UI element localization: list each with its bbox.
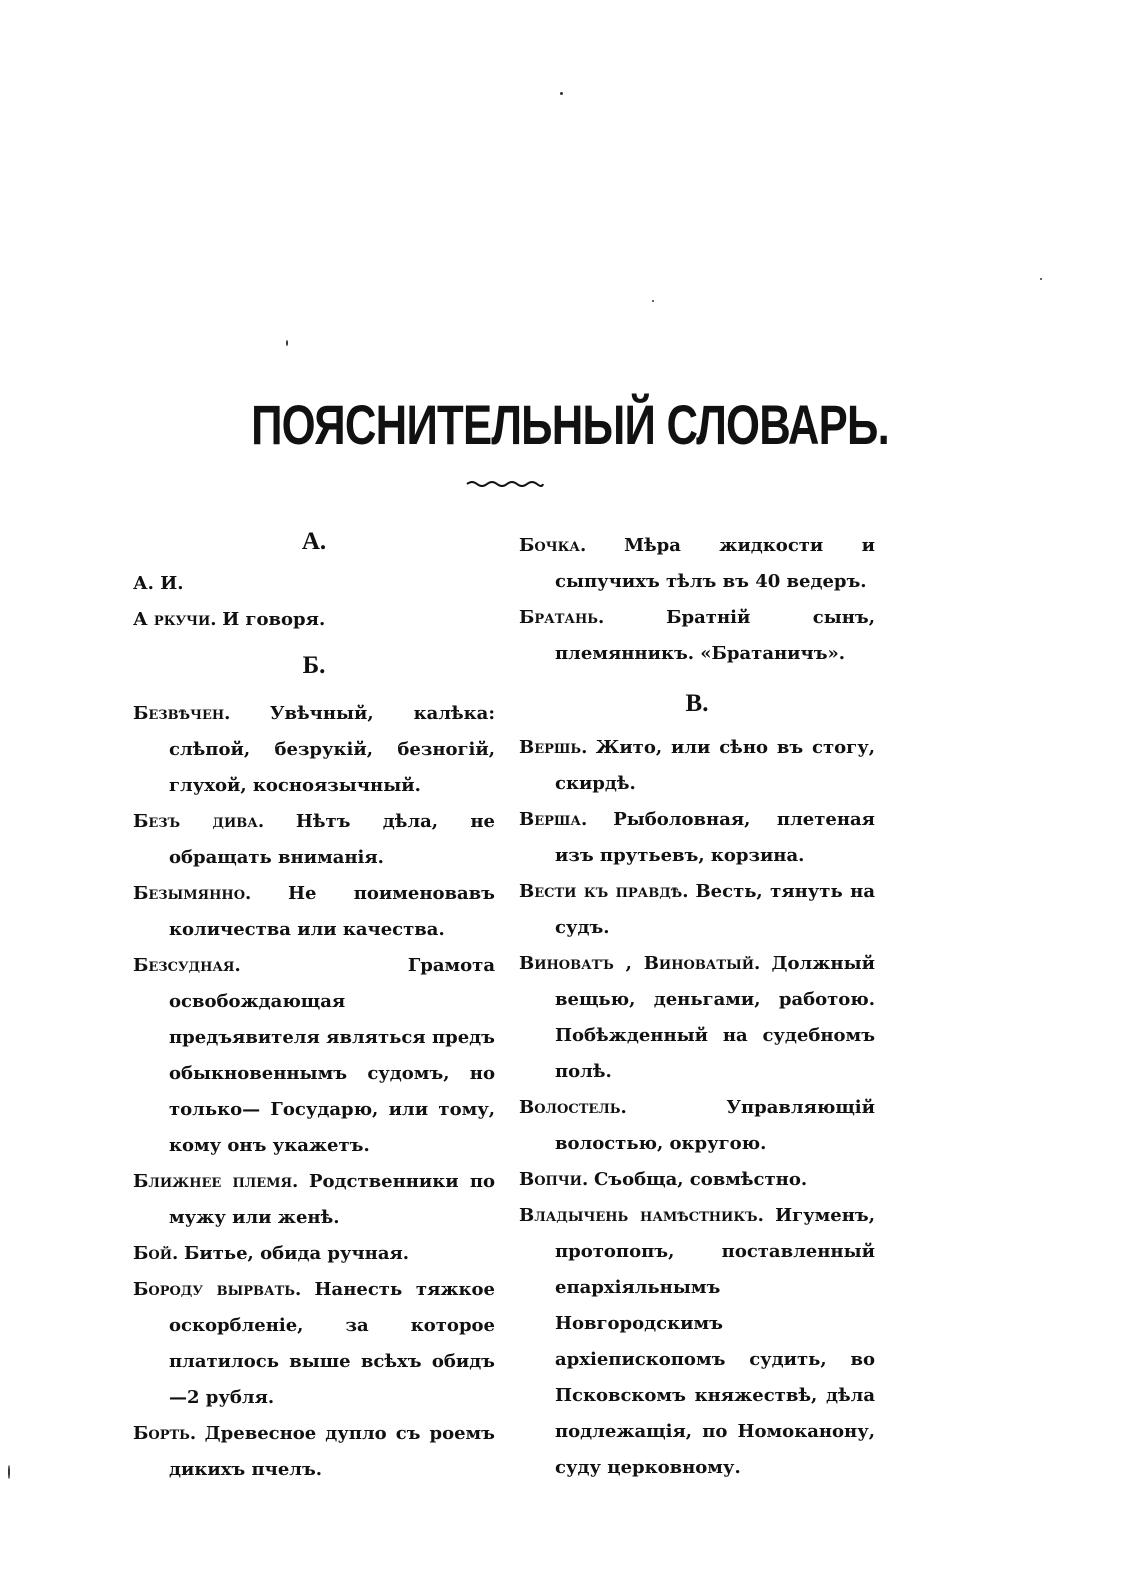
dictionary-entry [519,600,875,672]
scan-speck [1040,278,1042,280]
entry-headword: Верша. [519,809,588,830]
entry-headword: Вопчи. [519,1169,589,1190]
entry-headword: Ближнее племя. [133,1171,299,1192]
entry-definition: Весть, тянуть на судъ. [555,881,875,938]
entry-headword: А. И. [133,573,184,594]
entry-headword: Владычень намѣстникъ. [519,1205,764,1226]
scan-speck [560,92,563,95]
entry-definition: Нанесть тяжкое оскорбленіе, за которое платилось выше всѣхъ обидъ—2 рубля. [169,1279,495,1408]
entry-definition: Нѣтъ дѣла, не обращать вниманія. [169,811,495,868]
dictionary-entry [133,804,495,876]
section-letter-v: В. [685,690,709,717]
entry-definition: Игуменъ, протопопъ, поставленный епархіяльнымъ Новгородскимъ архіепископомъ судить, во Псковскомъ княжествѣ, дѣла подлежащія, по Номоканону, суду церковному. [555,1205,875,1478]
entry-definition: Родственники по мужу или женѣ. [169,1171,495,1228]
dictionary-entry [519,528,875,600]
entry-headword: Бороду вырвать. [133,1279,302,1300]
entry-definition: Древесное дупло съ роемъ дикихъ пчелъ. [169,1423,495,1480]
dictionary-entry [519,1162,875,1198]
entry-definition: Съобща, совмѣстно. [593,1169,808,1190]
scan-speck [8,1465,10,1479]
entry-definition: Увѣчный, калѣка: слѣпой, безрукій, безногій, глухой, косноязычный. [169,703,495,796]
entry-definition: Битье, обида ручная. [184,1243,410,1264]
page-title: ПОЯСНИТЕЛЬНЫЙ СЛОВАРЬ. [251,393,889,456]
section-letter-b: Б. [302,652,326,679]
dictionary-entry [133,1272,495,1416]
entry-headword: Бой. [133,1243,179,1264]
left-column [133,528,495,1488]
entry-headword: Волостель. [519,1097,627,1118]
entry-definition: Грамота освобождающая предъявителя являться предъ обыкновеннымъ судомъ, но только— Государю, или тому, кому онъ укажетъ. [169,955,495,1156]
dictionary-entry [133,876,495,948]
entry-definition: Управляющій волостью, округою. [555,1097,875,1154]
entry-headword: Борть. [133,1423,197,1444]
dictionary-entry [133,602,495,638]
entry-definition: Братній сынъ, племянникъ. «Братаничъ». [555,607,875,664]
title-ornament [465,478,545,490]
dictionary-entry [133,1416,495,1488]
dictionary-entry [133,566,495,602]
dictionary-entry [133,696,495,804]
entry-headword: Братань. [519,607,605,628]
entry-definition: Жито, или сѣно въ стогу, скирдѣ. [555,737,875,794]
dictionary-entry [133,1236,495,1272]
entry-headword: Безымянно. [133,883,252,904]
entry-headword: А ркучи. [133,609,217,630]
entry-definition: И говоря. [222,609,326,630]
entry-headword: Виноватъ , Виноватый. [519,953,761,974]
scan-speck [652,300,654,302]
dictionary-entry [133,1164,495,1236]
entry-headword: Безсудная. [133,955,241,976]
scan-speck [286,340,288,346]
entry-headword: Безвѣчен. [133,703,231,724]
dictionary-entry [519,1198,875,1486]
entry-headword: Безъ дива. [133,811,265,832]
entry-headword: Вести къ правдѣ. [519,881,689,902]
entry-definition: Не поименовавъ количества или качества. [169,883,495,940]
entry-definition: Рыболовная, плетеная изъ прутьевъ, корзина. [555,809,875,866]
dictionary-entry [519,874,875,946]
entry-headword: Бочка. [519,535,587,556]
dictionary-entry [519,730,875,802]
dictionary-entry [519,802,875,874]
dictionary-entry [133,948,495,1164]
right-column [519,528,875,1486]
entry-definition: Мѣра жидкости и сыпучихъ тѣлъ въ 40 ведеръ. [555,535,875,592]
dictionary-entry [519,946,875,1090]
section-letter-a: А. [301,528,327,555]
entry-definition: Должный вещью, деньгами, работою. Побѣжденный на судебномъ полѣ. [555,953,875,1082]
dictionary-entry [519,1090,875,1162]
entry-headword: Вершь. [519,737,588,758]
